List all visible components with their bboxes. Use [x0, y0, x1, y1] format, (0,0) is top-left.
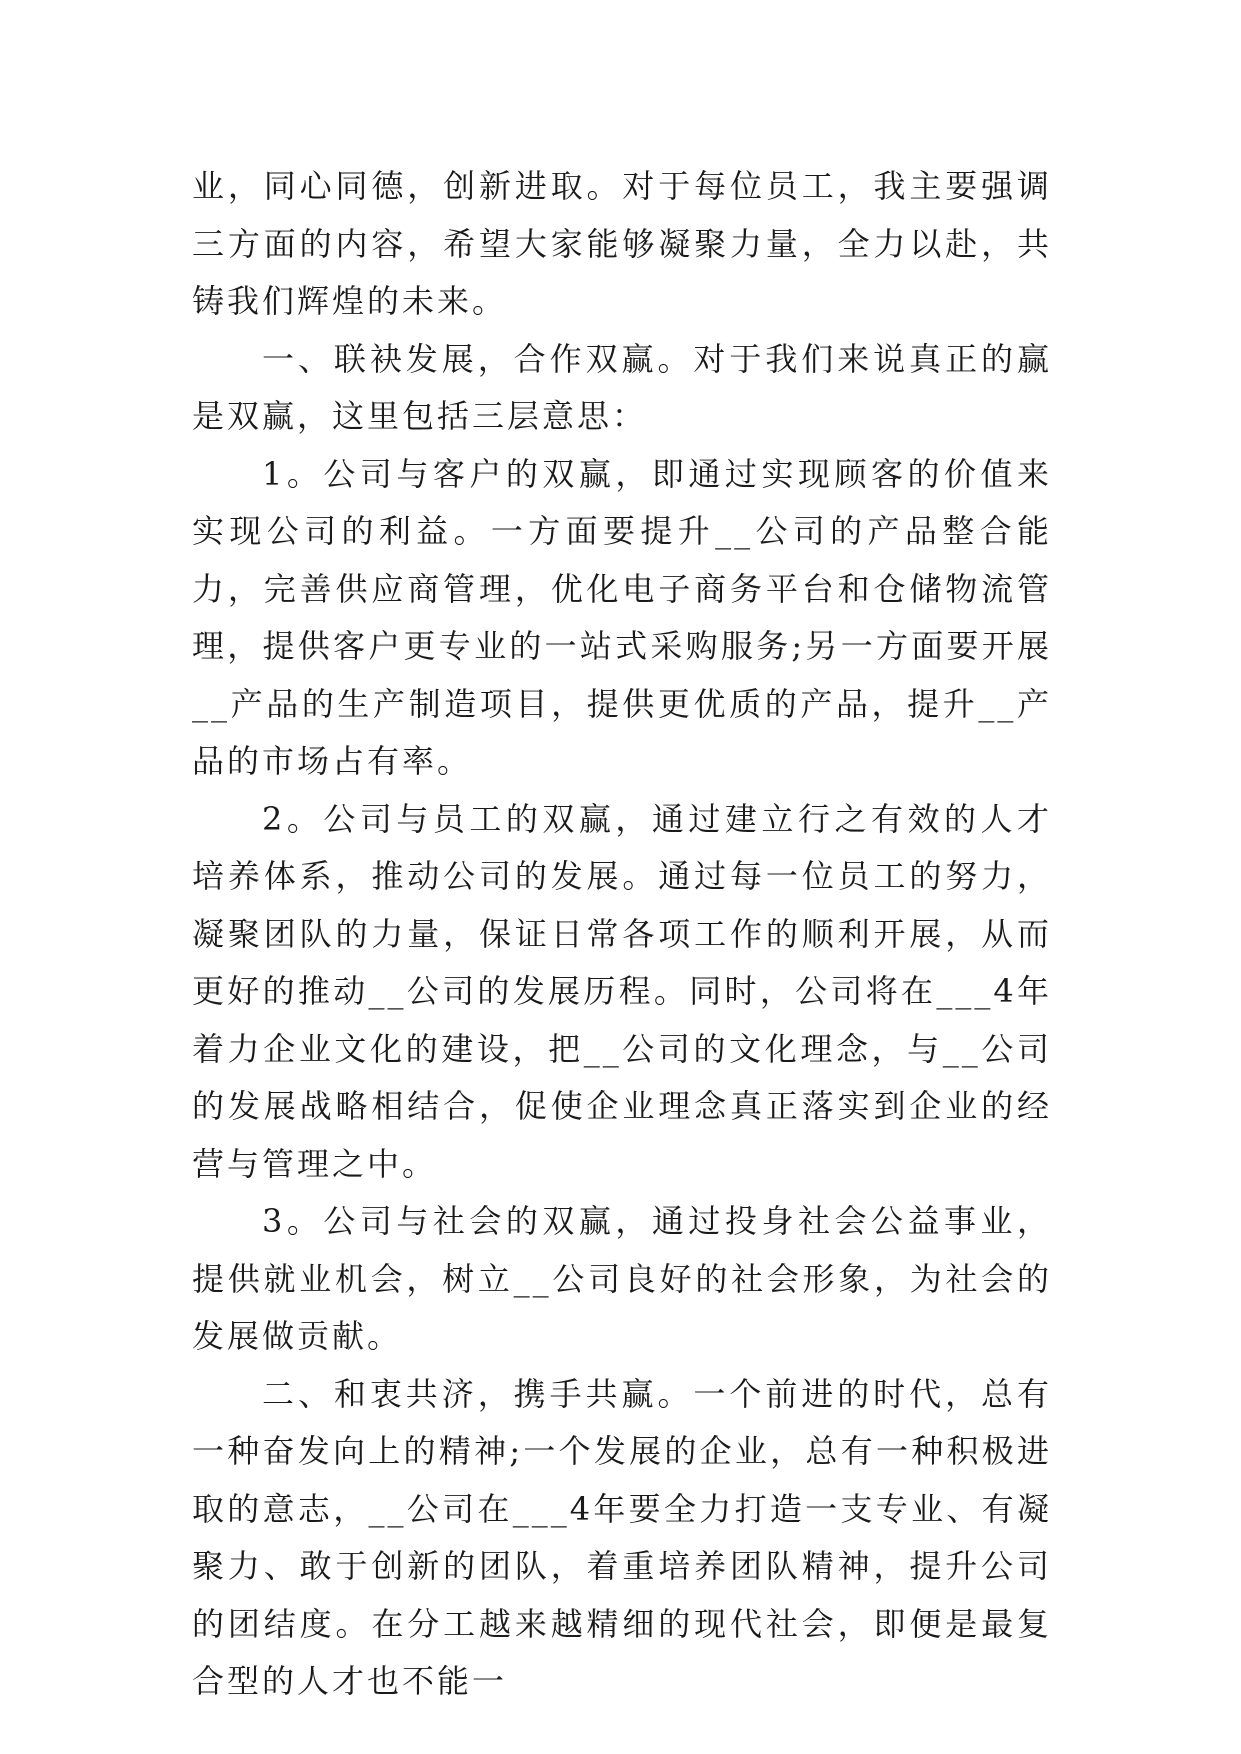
paragraph-item-1: 1。公司与客户的双赢，即通过实现顾客的价值来实现公司的利益。一方面要提升__公司的产品整合能力，完善供应商管理，优化电子商务平台和仓储物流管理，提供客户更专业的一站式采购服务;另一方面要开展__产品的生产制造项目，提供更优质的产品，提升__产品的市场占有率。: [192, 454, 1052, 780]
paragraph-section-two: 二、和衷共济，携手共赢。一个前进的时代，总有一种奋发向上的精神;一个发展的企业，总有一种积极进取的意志，__公司在___4年要全力打造一支专业、有凝聚力、敢于创新的团队，着重培养团队精神，提升公司的团结度。在分工越来越精细的现代社会，即便是最复合型的人才也不能一: [192, 1374, 1052, 1700]
paragraph-item-3: 3。公司与社会的双赢，通过投身社会公益事业，提供就业机会，树立__公司良好的社会形象，为社会的发展做贡献。: [192, 1202, 1052, 1355]
paragraph-section-one: 一、联袂发展，合作双赢。对于我们来说真正的赢是双赢，这里包括三层意思：: [192, 339, 1052, 435]
paragraph-opening: 业，同心同德，创新进取。对于每位员工，我主要强调三方面的内容，希望大家能够凝聚力量，全力以赴，共铸我们辉煌的未来。: [192, 167, 1052, 320]
paragraph-item-2: 2。公司与员工的双赢，通过建立行之有效的人才培养体系，推动公司的发展。通过每一位员工的努力，凝聚团队的力量，保证日常各项工作的顺利开展，从而更好的推动__公司的发展历程。同时，公司将在___4年着力企业文化的建设，把__公司的文化理念，与__公司的发展战略相结合，促使企业理念真正落实到企业的经营与管理之中。: [192, 799, 1052, 1183]
document-body: [192, 158, 1052, 1711]
